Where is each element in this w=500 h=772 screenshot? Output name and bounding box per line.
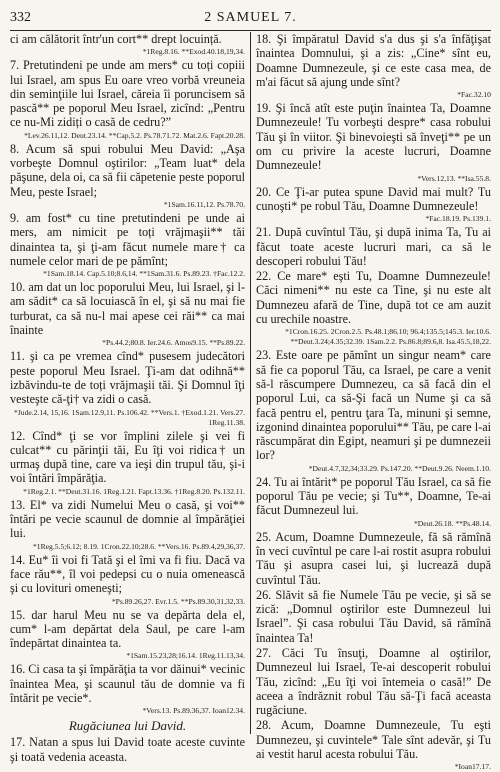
verse-text: 24. Tu ai întărit* pe poporul Tău Israel, ca să fie poporul Tău pe vecie; şi Tu**, Doamne, Te-ai făcut Dumnezeul lui. [255,474,491,518]
verse [10,429,245,486]
cross-reference: *Ps.89.26,27. Evr.1.5. **Ps.89.30,31,32,33. [111,596,245,606]
left-column [10,32,245,764]
cross-reference: *Ioan17.17. [454,762,491,772]
verse [256,269,491,326]
verse [10,608,245,651]
verse-text: 19. Şi încă atît este puţin înaintea Ta, Doamne Dumnezeule! Tu vorbeşti despre* casa robului Tău şi în viitor. Şi binevoieşti să înveţi** pe un om cu privire la aceste lucruri, Doamne Dumnezeule! [255,101,491,173]
verse [256,475,491,518]
text-columns [10,32,491,772]
verse-text: 26. Slăvit să fie Numele Tău pe vecie, şi să se zică: „Domnul oştirilor este Dumnezeul lui Israel”. Şi casa robului Tău David, să rămînă înaintea Ta! [255,587,491,645]
verse-text: 17. Natan a spus lui David toate aceste cuvinte şi toată vedenia aceasta. [10,735,245,764]
verse-text: 23. Este oare pe pămînt un singur neam* care să fie ca poporul Tău, ca Israel, pe care a venit să-l răscumpere Dumnezeu, ca să facă din el poporul Lui, ca să-Şi facă un Nume şi ca să facă pentru el, pentru ţara Ta, minuni şi semne, izgonind dinaintea poporului** Tău, pe care l-ai răscumpărat din Egipt, neamuri şi pe dumnezeii lor? [255,348,491,463]
verse [256,32,491,89]
verse [256,348,491,462]
verse [256,588,491,645]
verse-text: 21. După cuvîntul Tău, şi după inima Ta, Tu ai făcut toate aceste lucruri mari, ca să le descoperi robului Tău! [255,225,491,268]
running-title: 2 SAMUEL 7. [204,10,297,25]
verse-text: 16. Ci casa ta şi împărăţia ta vor dăinui* vecinic înaintea Mea, şi scaunul tău de domnie va fi întărit pe vecie*. [10,662,245,705]
verse-text: 22. Ce mare* eşti Tu, Doamne Dumnezeule! Căci nimeni** nu este ca Tine, şi nu este alt Dumnezeu afară de Tine, după tot ce am auzit cu urechile noastre. [255,269,491,327]
verse [256,101,491,172]
verse-text: 10. am dat un loc poporului Meu, lui Israel, şi l-am sădit* ca să locuiască în el, şi să nu mai fie turburat, ca să nu-l mai apese cei răi** ca mai înainte [10,280,245,338]
cross-reference: *Deut.4.7,32,34;33.29. Ps.147.20. **Deut.9.26. Neem.1.10. [308,463,491,473]
verse [256,530,491,587]
verse [256,646,491,717]
verse-text: 25. Acum, Doamne Dumnezeule, fă să rămînă în veci cuvîntul pe care l-ai rostit asupra robului Tău şi asupra casei lui, şi lucrează după cuvîntul Tău. [255,529,491,587]
verse [256,718,491,761]
verse [10,280,245,337]
verse-text: 14. Eu* îi voi fi Tată şi el îmi va fi fiu. Dacă va face rău**, îl voi pedepsi cu o nuia omenească şi cu lovituri omeneşti; [10,552,245,596]
verse [256,225,491,268]
verse [10,349,245,406]
verse-text: 20. Ce Ţi-ar putea spune David mai mult? Tu cunoşti* pe robul Tău, Doamne Dumnezeule! [255,184,491,213]
verse [10,498,245,541]
verse-text: 11. şi ca pe vremea cînd* pusesem judecători peste poporul Meu Israel. Ţi-am dat odihnă** izbăvindu-te de toți vrăjmaşii tăi. Şi Domnul îţi vesteşte că-ţi† va zidi o casă. [10,349,245,407]
verse-text: 28. Acum, Doamne Dumnezeule, Tu eşti Dumnezeu, şi cuvintele* Tale sînt adevăr, şi Tu ai vestit harul acesta robului Tău. [255,718,491,762]
cross-reference: *Vers.12,13. **Isa.55.8. [417,173,491,183]
cross-reference: *1Reg.2.1. **Deut.31.16. 1Reg.1.21. Fapt.13.36. †1Reg.8.20. Ps.132.11. [23,486,245,496]
verse [10,142,245,199]
cross-reference: *1Reg.5.5;6.12; 8.19. 1Cron.22.10;28.6. **Vers.16. Ps.89.4,29,36,37. [33,541,245,551]
cross-reference: *Lev.26.11,12. Deut.23.14. **Cap.5.2. Ps.78.71.72. Mat.2.6. Fapt.20.28. [24,130,245,140]
section-heading: Rugăciunea lui David. [68,718,187,734]
cross-reference: *1Sam.15.23,28;16.14. 1Reg.11.13,34. [126,651,245,661]
cross-reference: *Deut.26.18. **Ps.48.14. [413,518,491,528]
cross-reference: *Jude.2.14, 15,16. 1Sam.12.9,11. Ps.106.42. **Vers.1. †Exod.1.21. Vers.27. 1Reg.11.38. [14,407,245,427]
verse-text: 12. Cînd* ţi se vor împlini zilele şi vei fi culcat** cu părinţii tăi, Eu îţi voi ridica† un urmaş după tine, care va ieşi din trupul tău, şi-i voi întări împărăţia. [10,428,245,486]
cross-reference: *Ps.44.2;80.8. Ier.24.6. Amos9.15. **Ps.89.22. [102,338,245,348]
column-divider [250,32,251,734]
cross-reference: *1Sam.18.14. Cap.5.10;8.6,14. **1Sam.31.6. Ps.89.23. †Fac.12.2. [43,269,245,279]
verse [10,58,245,129]
cross-reference: *Fac.18.19. Ps.139.1. [425,214,491,224]
verse-text: 13. El* va zidi Numelui Meu o casă, şi voi** întări pe vecie scaunul de domnie al împărăţiei lui. [10,497,245,541]
verse-text: 9. am fost* cu tine pretutindeni pe unde ai mers, am nimicit pe toți vrăjmaşii** tăi dinaintea ta, şi ţi-am făcut numele mare† ca numele celor mari de pe pămînt; [10,210,245,268]
verse-text: 18. Şi împăratul David s'a dus şi s'a înfăţişat înaintea Domnului, şi a zis: „Cine* sînt eu, Doamne Dumnezeule, şi ce este casa mea, de m'ai făcut să ajung unde sînt? [255,32,491,89]
cross-reference: *1Reg.8.16. **Exod.40.18,19,34. [142,47,245,57]
verse [10,553,245,596]
verse-text: 8. Acum să spui robului Meu David: „Aşa vorbeşte Domnul oştirilor: „Team luat* dela păşune, dela oi, ca să fii căpetenie peste poporul Meu, peste Israel; [10,141,245,199]
verse [10,211,245,268]
verse-text: 27. Căci Tu însuţi, Doamne al oştirilor, Dumnezeul lui Israel, Te-ai descoperit robului Tău, zicînd: „Eu îţi voi întemeia o casă!” De aceea a îndrăznit robul Tău să-Ţi facă aceasta rugăciune. [255,645,491,718]
verse-text: ci am călătorit într'un cort** drept locuință. [10,32,222,46]
verse [10,735,245,764]
verse [10,662,245,705]
cross-reference: *Fac.32.10 [457,90,491,100]
verse-text: 7. Pretutindeni pe unde am mers* cu toți copiii lui Israel, am spus Eu oare vreo vorbă vreuneia din seminţiile lui Israel, căreia îi poruncisem să pască** pe poporul Meu Israel, zicînd: „Pentru ce nu-Mi zidiți o casă de cedru?” [10,58,245,130]
cross-reference: *Vers.13. Ps.89.36,37. Ioan12.34. [142,706,245,716]
verse [256,185,491,214]
page-header [10,8,491,31]
verse-text: 15. dar harul Meu nu se va depărta dela el, cum* l-am depărtat dela Saul, pe care l-am îndepărtat dinaintea ta. [10,607,245,651]
right-column [255,32,491,772]
verse [10,32,245,46]
cross-reference: *1Sam.16.11,12. Ps.78.70. [163,199,245,209]
cross-reference: *1Cron.16.25. 2Cron.2.5. Ps.48.1;86.10; 96.4;135.5;145.3. Ier.10.6. **Deut.3.24;4.35;32.39. 1Sam.2.2. Ps.86.8;89.6,8. Isa.45.5,18,22. [285,327,491,347]
page-number: 332 [10,10,31,25]
